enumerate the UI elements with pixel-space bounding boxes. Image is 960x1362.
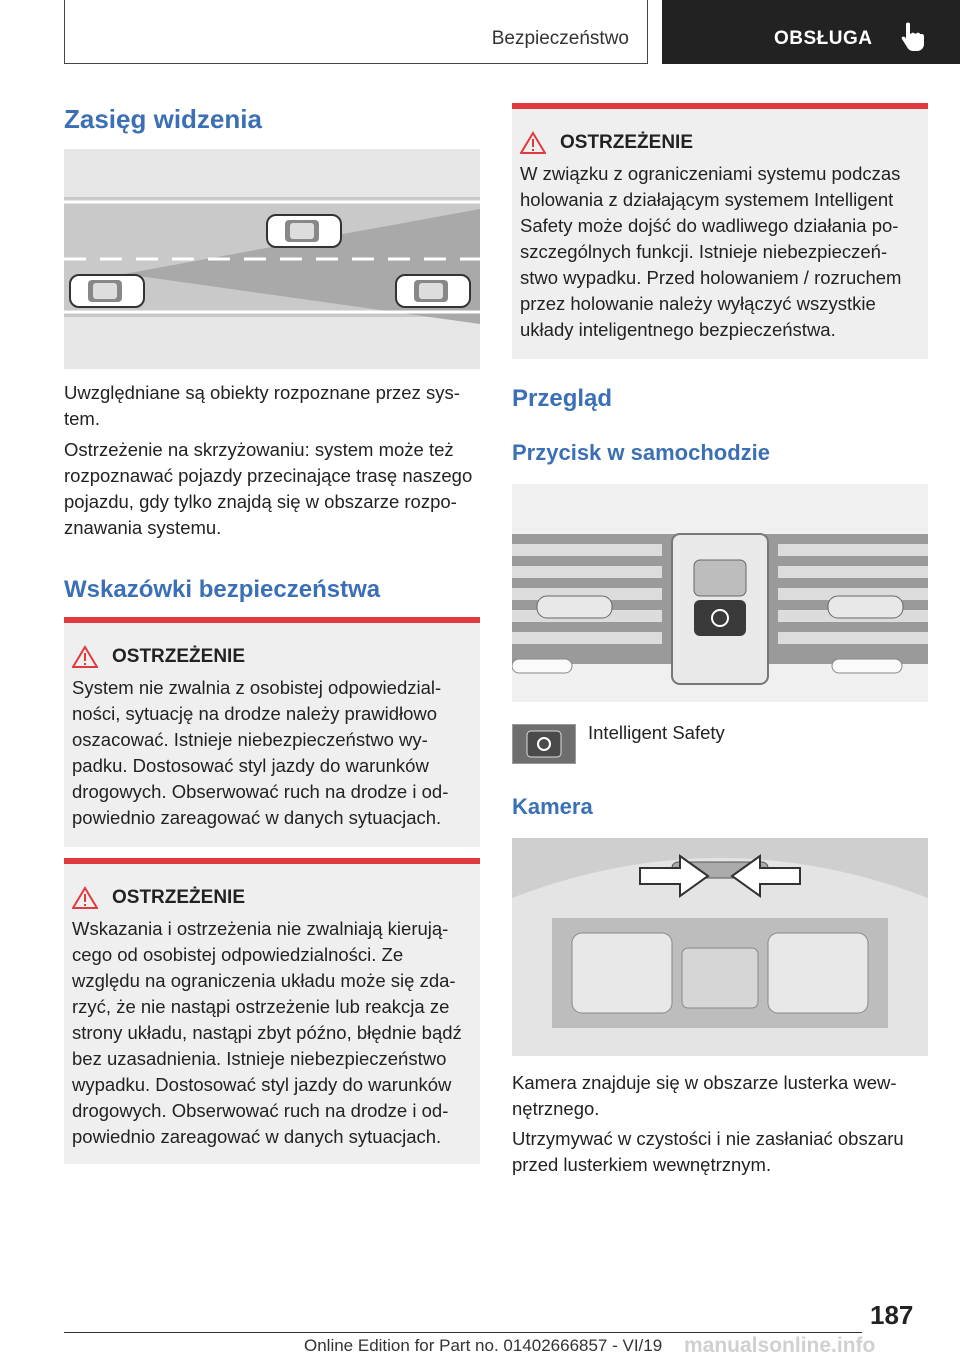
paragraph-objects: Uwzględniane są obiekty rozpoznane przez sys- tem. bbox=[64, 382, 460, 429]
warning-triangle-icon bbox=[72, 886, 98, 910]
section-title-safety: Wskazówki bezpieczeństwa bbox=[64, 576, 381, 603]
camera-photo bbox=[512, 838, 928, 1056]
warning-box-2 bbox=[64, 858, 480, 1164]
warning-triangle-icon bbox=[520, 131, 546, 155]
warning-3-title: OSTRZEŻENIE bbox=[560, 132, 694, 153]
warning-2-body: Wskazania i ostrzeżenia nie zwalniają kierują- cego od osobistej odpowiedzialności. Ze względu na ograniczenia układu może się zda- rzyć, że nie nastąpi ostrzeżenie lub reakcja ze strony układu, nastąpi zbyt późno, błędnie bądź bez uzasadnienia. Istnieje niebezpieczeństwo wypadku. Dostosować styl jazdy do warunków drogowych. Obserwować ruch na drodze i od- powiednio zareagować w danych sytuacjach. bbox=[72, 918, 462, 1147]
dashboard-vent-image bbox=[512, 484, 928, 702]
footer-watermark: manualsonline.info bbox=[684, 1334, 876, 1357]
warning-1-body: System nie zwalnia z osobistej odpowiedzial- ności, sytuację na drodze należy prawidłowo oszacować. Istnieje niebezpieczeństwo wy- padku. Dostosować styl jazdy do warunków drogowych. Obserwować ruch na drodze i od- powiednio zareagować w danych sytuacjach. bbox=[72, 677, 449, 828]
road-diagram bbox=[64, 149, 480, 369]
warning-triangle-icon bbox=[72, 645, 98, 669]
car-top bbox=[267, 215, 341, 247]
paragraph-crossing-warning: Ostrzeżenie na skrzyżowaniu: system może też rozpoznawać pojazdy przecinające trasę naszego pojazdu, gdy tylko znajdą się w obszarze rozpo- znawania systemu. bbox=[64, 439, 473, 538]
header-section-box bbox=[64, 0, 648, 64]
paragraph-camera-location: Kamera znajduje się w obszarze lusterka wew- nętrznego. bbox=[512, 1072, 897, 1119]
warning-box-1 bbox=[64, 617, 480, 847]
intelligent-safety-button-icon[interactable] bbox=[512, 724, 576, 764]
car-shield-icon bbox=[513, 725, 575, 763]
section-title-overview: Przegląd bbox=[512, 385, 613, 412]
footer-divider bbox=[64, 1332, 862, 1333]
warning-3-body: W związku z ograniczeniami systemu podczas holowania z działającym systemem Intelligent Safety może dojść do wadliwego działania po- szczególnych funkcji. Istnieje niebezpieczeń- stwo wypadku. Przed holowaniem / rozruchem przez holowanie należy wyłączyć wszystkie układy inteligentnego bezpieczeństwa. bbox=[520, 163, 902, 340]
warning-1-title: OSTRZEŻENIE bbox=[112, 646, 246, 667]
warning-2-title: OSTRZEŻENIE bbox=[112, 887, 246, 908]
footer-edition: Online Edition for Part no. 01402666857 - VI/19 bbox=[304, 1336, 663, 1355]
page-number: 187 bbox=[870, 1300, 914, 1330]
subsection-title-camera: Kamera bbox=[512, 794, 593, 819]
hand-pointer-icon bbox=[894, 20, 928, 54]
button-label: Intelligent Safety bbox=[588, 722, 725, 743]
car-right bbox=[396, 275, 470, 307]
car-interior-image bbox=[512, 838, 928, 1056]
subsection-title-button: Przycisk w samochodzie bbox=[512, 440, 770, 465]
warning-box-3 bbox=[512, 103, 928, 359]
car-left bbox=[70, 275, 144, 307]
header-tab-label: OBSŁUGA bbox=[774, 28, 873, 49]
header-tab[interactable] bbox=[662, 0, 960, 64]
button-photo bbox=[512, 484, 928, 702]
header-section-title: Bezpieczeństwo bbox=[491, 28, 629, 49]
section-title-visibility: Zasięg widzenia bbox=[64, 104, 262, 134]
detection-range-illustration bbox=[64, 149, 480, 369]
paragraph-camera-clean: Utrzymywać w czystości i nie zasłaniać obszaru przed lusterkiem wewnętrznym. bbox=[512, 1128, 904, 1175]
